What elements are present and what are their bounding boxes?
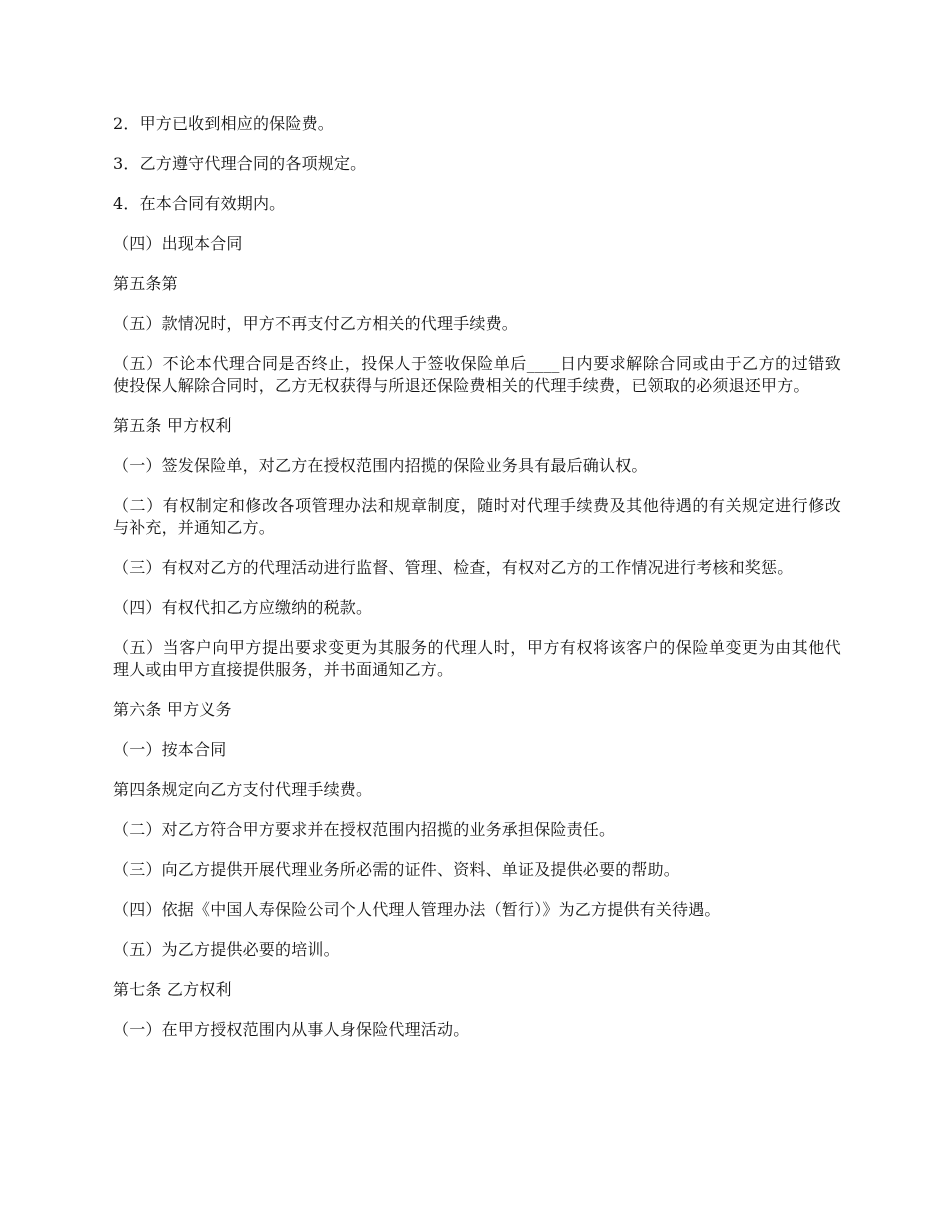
paragraph: 2．甲方已收到相应的保险费。: [113, 114, 334, 133]
paragraph: （二）有权制定和修改各项管理办法和规章制度，随时对代理手续费及其他待遇的有关规定进行修改与补充，并通知乙方。: [113, 496, 841, 537]
paragraph: （二）对乙方符合甲方要求并在授权范围内招揽的业务承担保险责任。: [113, 820, 616, 839]
paragraph: 第四条规定向乙方支付代理手续费。: [113, 780, 373, 799]
paragraph: （一）按本合同: [113, 740, 227, 759]
section-heading: 第七条 乙方权利: [113, 980, 232, 999]
paragraph: （五）不论本代理合同是否终止，投保人于签收保险单后____日内要求解除合同或由于乙方的过错致使投保人解除合同时，乙方无权获得与所退还保险费相关的代理手续费，已领取的必须退还甲方。: [113, 354, 841, 395]
paragraph: （一）签发保险单，对乙方在授权范围内招揽的保险业务具有最后确认权。: [113, 456, 648, 475]
paragraph: （三）有权对乙方的代理活动进行监督、管理、检查，有权对乙方的工作情况进行考核和奖惩。: [113, 558, 794, 577]
paragraph: （四）出现本合同: [113, 234, 243, 253]
section-heading: 第五条第: [113, 274, 178, 293]
paragraph: （四）依据《中国人寿保险公司个人代理人管理办法（暂行）》为乙方提供有关待遇。: [113, 900, 721, 919]
paragraph: 4．在本合同有效期内。: [113, 194, 286, 213]
document-body: [113, 113, 841, 1059]
paragraph: 3．乙方遵守代理合同的各项规定。: [113, 154, 367, 173]
section-heading: 第五条 甲方权利: [113, 416, 232, 435]
paragraph: （五）款情况时，甲方不再支付乙方相关的代理手续费。: [113, 314, 519, 333]
paragraph: （三）向乙方提供开展代理业务所必需的证件、资料、单证及提供必要的帮助。: [113, 860, 681, 879]
section-heading: 第六条 甲方义务: [113, 700, 232, 719]
paragraph: （五）当客户向甲方提出要求变更为其服务的代理人时，甲方有权将该客户的保险单变更为由其他代理人或由甲方直接提供服务，并书面通知乙方。: [113, 638, 841, 679]
paragraph: （五）为乙方提供必要的培训。: [113, 940, 340, 959]
paragraph: （四）有权代扣乙方应缴纳的税款。: [113, 598, 373, 617]
paragraph: （一）在甲方授权范围内从事人身保险代理活动。: [113, 1020, 470, 1039]
